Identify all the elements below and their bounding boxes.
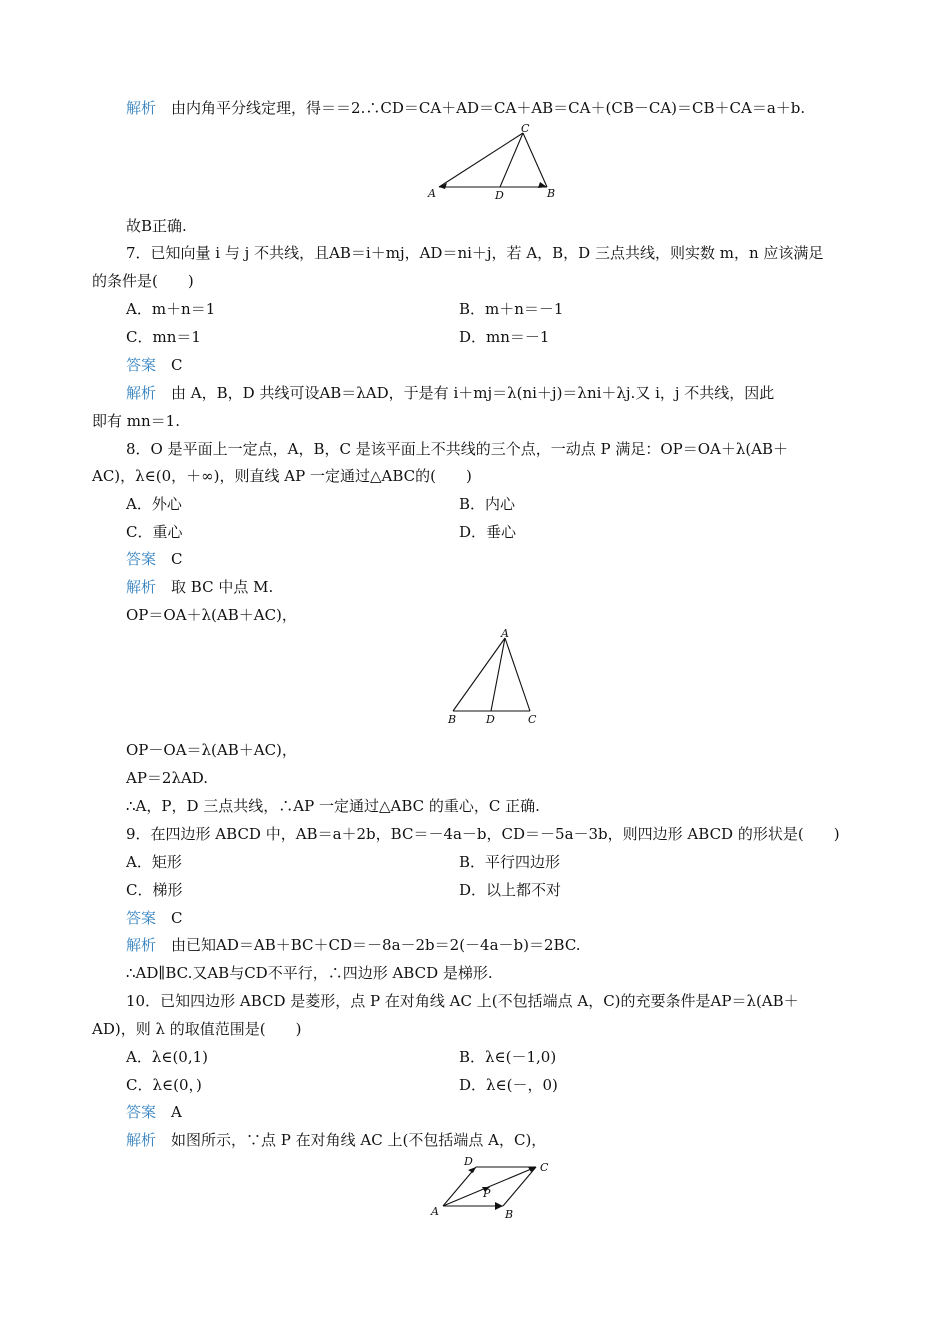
q8-analysis-line1 bbox=[126, 577, 273, 597]
fig2-label-c: C bbox=[528, 713, 537, 726]
q10-stem-line1: 10．已知四边形 ABCD 是菱形，点 P 在对角线 AC 上(不包括端点 A，C)的充要条件是AP＝λ(AB＋ bbox=[126, 992, 799, 1010]
q7-analysis-line2: 即有 mn＝1. bbox=[92, 412, 180, 430]
q10-analysis-line1 bbox=[126, 1130, 546, 1150]
q10-stem-line2: AD)，则 λ 的取值范围是( ) bbox=[92, 1020, 302, 1038]
q9-answer-line bbox=[126, 908, 183, 928]
analysis-text: 由内角平分线定理，得＝＝2.∴CD＝CA＋AD＝CA＋AB＝CA＋(CB－CA)＝CB＋CA＝a＋b. bbox=[171, 99, 806, 117]
q8-option-a: A．外心 bbox=[126, 495, 182, 513]
q7-stem-line2: 的条件是( ) bbox=[92, 272, 194, 290]
q10-option-c: C．λ∈(0，) bbox=[126, 1076, 202, 1094]
analysis-text: 取 BC 中点 M. bbox=[171, 578, 274, 596]
analysis-text: 由已知AD＝AB＋BC＋CD＝－8a－2b＝2(－4a－b)＝2BC. bbox=[171, 936, 581, 954]
conclusion-text: 故B正确. bbox=[126, 217, 187, 235]
q7-option-c: C．mn＝1 bbox=[126, 328, 201, 346]
answer-tag: 答案 bbox=[126, 1103, 157, 1121]
fig2-label-b: B bbox=[448, 713, 457, 726]
q8-option-d: D．垂心 bbox=[459, 523, 517, 541]
q10-option-a: A．λ∈(0,1) bbox=[126, 1048, 209, 1066]
analysis-tag: 解析 bbox=[126, 936, 157, 954]
q9-option-d: D．以上都不对 bbox=[459, 881, 562, 899]
fig2-label-d: D bbox=[486, 713, 495, 726]
answer-value: C bbox=[171, 550, 183, 568]
q8-stem-line1: 8．O 是平面上一定点，A，B，C 是该平面上不共线的三个点，一动点 P 满足：OP＝OA＋λ(AB＋ bbox=[126, 440, 789, 458]
q8-option-c: C．重心 bbox=[126, 523, 183, 541]
answer-tag: 答案 bbox=[126, 356, 157, 374]
answer-tag: 答案 bbox=[126, 909, 157, 927]
q7-answer-line bbox=[126, 355, 183, 375]
q8-stem-line2: AC)，λ∈(0，＋∞)，则直线 AP 一定通过△ABC的( ) bbox=[92, 467, 472, 485]
q8-option-b: B．内心 bbox=[459, 495, 516, 513]
q7-stem-line1: 7．已知向量 i 与 j 不共线，且AB＝i＋mj，AD＝ni＋j，若 A，B，D 三点共线，则实数 m，n 应该满足 bbox=[126, 244, 824, 262]
fig2-label-a: A bbox=[501, 627, 509, 640]
q7-option-b: B．m＋n＝－1 bbox=[459, 300, 564, 318]
q10-option-d: D．λ∈(－，0) bbox=[459, 1076, 558, 1094]
q9-option-a: A．矩形 bbox=[126, 853, 182, 871]
rhombus-figure bbox=[428, 1152, 558, 1224]
fig3-label-d: D bbox=[464, 1155, 473, 1168]
q9-analysis-line2: ∴AD∥BC.又AB与CD不平行，∴四边形 ABCD 是梯形. bbox=[126, 964, 493, 982]
answer-value: C bbox=[171, 909, 183, 927]
q10-option-b: B．λ∈(－1,0) bbox=[459, 1048, 557, 1066]
analysis-tag: 解析 bbox=[126, 384, 157, 402]
q7-analysis-line1 bbox=[126, 383, 774, 403]
q9-analysis-line1 bbox=[126, 935, 581, 955]
q7-option-d: D．mn＝－1 bbox=[459, 328, 550, 346]
analysis-tag: 解析 bbox=[126, 578, 157, 596]
analysis-text: 如图所示，∵点 P 在对角线 AC 上(不包括端点 A，C)， bbox=[171, 1131, 547, 1149]
q8-analysis-line3: OP－OA＝λ(AB＋AC)， bbox=[126, 741, 297, 759]
analysis-text: 由 A，B，D 共线可设AB＝λAD，于是有 i＋mj＝λ(ni＋j)＝λni＋λj.又 i，j 不共线，因此 bbox=[171, 384, 775, 402]
fig3-label-b: B bbox=[505, 1208, 514, 1221]
analysis-tag: 解析 bbox=[126, 99, 157, 117]
fig1-label-d: D bbox=[495, 189, 504, 202]
triangle-figure-2 bbox=[440, 626, 550, 726]
q8-analysis-line4: AP＝2λAD. bbox=[126, 769, 209, 787]
fig1-label-c: C bbox=[521, 123, 530, 135]
q8-analysis-line5: ∴A，P，D 三点共线，∴AP 一定通过△ABC 的重心，C 正确. bbox=[126, 797, 540, 815]
q9-option-b: B．平行四边形 bbox=[459, 853, 561, 871]
answer-value: C bbox=[171, 356, 183, 374]
fig1-label-a: A bbox=[428, 187, 436, 200]
q7-option-a: A．m＋n＝1 bbox=[126, 300, 216, 318]
fig3-label-c: C bbox=[540, 1161, 549, 1174]
fig3-label-p: P bbox=[483, 1187, 491, 1200]
q10-answer-line bbox=[126, 1102, 182, 1122]
q8-answer-line bbox=[126, 549, 183, 569]
q8-analysis-line2: OP＝OA＋λ(AB＋AC)， bbox=[126, 606, 297, 624]
q9-stem: 9．在四边形 ABCD 中，AB＝a＋2b，BC＝－4a－b，CD＝－5a－3b，则四边形 ABCD 的形状是( ) bbox=[126, 825, 840, 843]
answer-value: A bbox=[171, 1103, 182, 1121]
answer-tag: 答案 bbox=[126, 550, 157, 568]
analysis-line bbox=[126, 98, 805, 118]
q9-option-c: C．梯形 bbox=[126, 881, 183, 899]
triangle-figure-1 bbox=[425, 123, 560, 203]
fig3-label-a: A bbox=[431, 1205, 439, 1218]
fig1-label-b: B bbox=[547, 187, 556, 200]
analysis-tag: 解析 bbox=[126, 1131, 157, 1149]
